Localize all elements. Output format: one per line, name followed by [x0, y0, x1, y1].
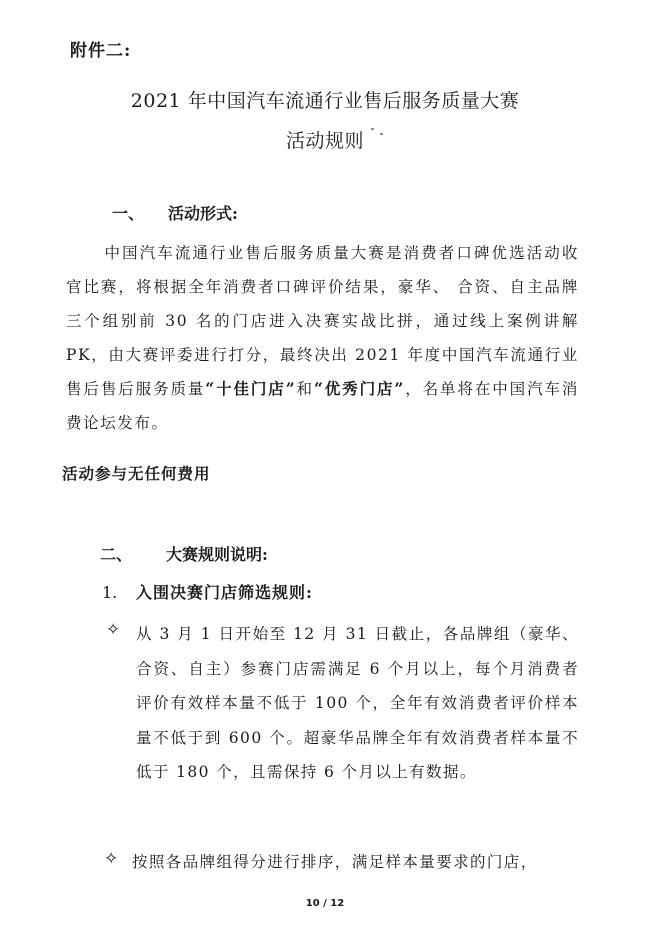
- diamond-bullet-icon: ✧: [104, 849, 119, 869]
- bullet-item-1: 从 3 月 1 日开始至 12 月 31 日截止，各品牌组（豪华、合资、自主）参赛门店需满足 6 个月以上，每个月消费者评价有效样本量不低于 100 个，全年有效消费者评价样本量不低于到 600 个。超豪华品牌全年有效消费者样本量不低于 180 个，且需保持 6 个月以上有数据。: [136, 625, 579, 781]
- bullet-item-2: 按照各品牌组得分进行排序，满足样本量要求的门店，: [132, 853, 538, 871]
- diamond-bullet-icon: ✧: [106, 620, 121, 640]
- section1-heading: [112, 201, 238, 224]
- rule1-heading-text: 入围决赛门店筛选规则:: [136, 583, 313, 602]
- rule1-number: 1.: [102, 583, 118, 602]
- para-text-3: ，名单将在中国汽车消费论坛发布。: [66, 380, 579, 432]
- excellent-stores-label: “优秀门店”: [313, 379, 405, 398]
- section1-heading-text: 活动形式:: [168, 204, 238, 223]
- attachment-label: 附件二:: [70, 41, 132, 61]
- section2-heading: [100, 542, 268, 565]
- document-subtitle: 活动规则: [285, 130, 364, 152]
- section1-number: 一、: [112, 204, 145, 223]
- section1-paragraph: [66, 236, 579, 440]
- para-text-1: 中国汽车流通行业售后服务质量大赛是消费者口碑优选活动收官比赛，将根据全年消费者口碑评价结果，豪华、 合资、自主品牌三个组别前 30 名的门店进入决赛实战比拼，通过线上案例讲解PK，由大赛评委进行打分，最终决出 2021 年度中国汽车流通行业售后售后服务质量: [66, 244, 579, 398]
- section2-heading-text: 大赛规则说明:: [166, 545, 268, 564]
- top-ten-stores-label: “十佳门店”: [205, 379, 297, 398]
- page-number: 10 / 12: [305, 898, 345, 909]
- section2-number: 二、: [100, 545, 133, 564]
- rule1-heading: [102, 580, 313, 603]
- fee-note: 活动参与无任何费用: [62, 464, 211, 483]
- scan-speck: [371, 128, 374, 130]
- document-title: 2021 年中国汽车流通行业售后服务质量大赛: [130, 90, 520, 112]
- para-text-2: 和: [296, 380, 314, 398]
- scan-speck: [380, 133, 383, 135]
